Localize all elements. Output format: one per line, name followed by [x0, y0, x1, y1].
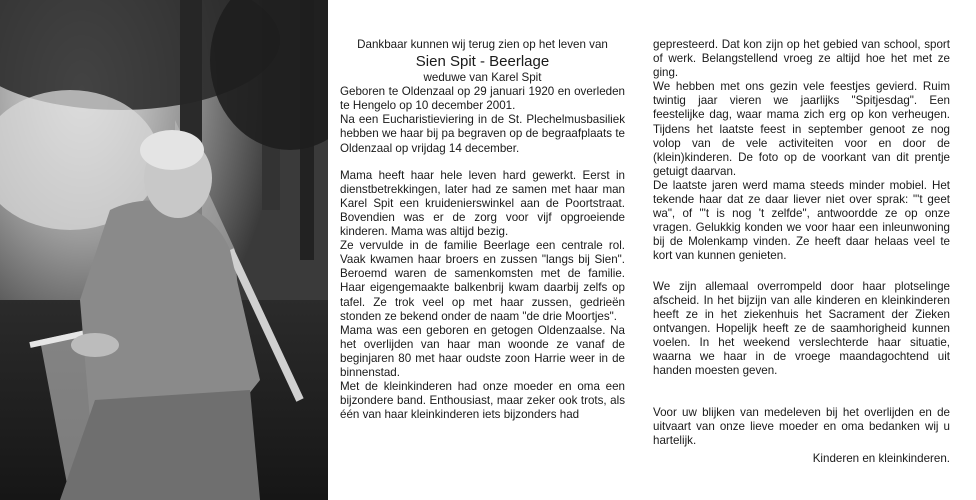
paragraph: Mama was een geboren en getogen Oldenzaalse. Na het overlijden van haar man woonde ze vanaf de beginjaren 80 met haar oudste zoon Harrie weer in de binnenstad.: [340, 323, 625, 379]
paragraph: De laatste jaren werd mama steeds minder mobiel. Het tekende haar dat ze daar liever niet over sprak: "'t geet wa", of "'t is nog 't zelfde", antwoordde ze op onze vragen. Gelukkig konden we voor haar een inleunwoning bij de Molenkamp vinden. Ze heeft daar helaas veel te kort van kunnen genieten.: [653, 178, 950, 263]
column-left: [340, 38, 625, 422]
deceased-name: Sien Spit - Beerlage: [415, 53, 550, 71]
paragraph: Geboren te Oldenzaal op 29 januari 1920 en overleden te Hengelo op 10 december 2001.: [340, 85, 625, 113]
paragraph: Met de kleinkinderen had onze moeder en oma een bijzondere band. Enthousiast, maar zeker ook trots, als één van haar kleinkinderen iets bijzonders had: [340, 380, 625, 422]
paragraph: Mama heeft haar hele leven hard gewerkt. Eerst in dienstbetrekkingen, later had ze samen met haar man Karel Spit een kruidenierswinkel aan de Poortstraat. Bovendien was er de zorg voor vijf opgroeiende kinderen. Mama was altijd bezig.: [340, 168, 625, 239]
portrait-photo: [0, 0, 328, 500]
thanks-paragraph: Voor uw blijken van medeleven bij het overlijden en de uitvaart van onze lieve moeder en oma bedanken wij u hartelijk.: [653, 406, 950, 448]
paragraph: We hebben met ons gezin vele feestjes gevierd. Ruim twintig jaar vieren we jaarlijks "Spitjesdag". Een feestelijke dag, waar mama zich erg op kon verheugen. Tijdens het laatste feest in september genoot ze nog volop van de vele activiteiten voor en door de (klein)kinderen. De foto op de voorkant van dit prentje getuigt daarvan.: [653, 80, 950, 178]
paragraph: Na een Eucharistieviering in de St. Plechelmusbasiliek hebben we haar bij pa begraven op de begraafplaats te Oldenzaal op vrijdag 14 december.: [340, 113, 625, 155]
column-right: [653, 38, 950, 467]
paragraph: Ze vervulde in de familie Beerlage een centrale rol. Vaak kwamen haar broers en zussen "langs bij Sien". Beroemd waren de samenkomsten met de familie. Haar eigengemaakte balkenbrij kwam daarbij zelfs op tafel. Ze trok veel op met haar zussen, gedrieën stonden ze bekend onder de naam "de drie Moortjes".: [340, 239, 625, 323]
widow-of-line: weduwe van Karel Spit: [423, 71, 542, 85]
signature-line: Kinderen en kleinkinderen.: [812, 452, 950, 466]
paragraph: gepresteerd. Dat kon zijn op het gebied van school, sport of werk. Belangstellend vroeg ze altijd hoe het met ze ging.: [653, 38, 950, 80]
intro-line: Dankbaar kunnen wij terug zien op het leven van: [357, 38, 608, 51]
paragraph: We zijn allemaal overrompeld door haar plotselinge afscheid. In het bijzijn van alle kinderen en kleinkinderen heeft ze in het ziekenhuis het Sacrament der Zieken ontvangen. Hopelijk heeft ze de saamhorigheid kunnen voelen. In het weekend verslechterde haar situatie, waarna we haar in de vroege maandagochtend uit handen moesten geven.: [653, 279, 950, 378]
